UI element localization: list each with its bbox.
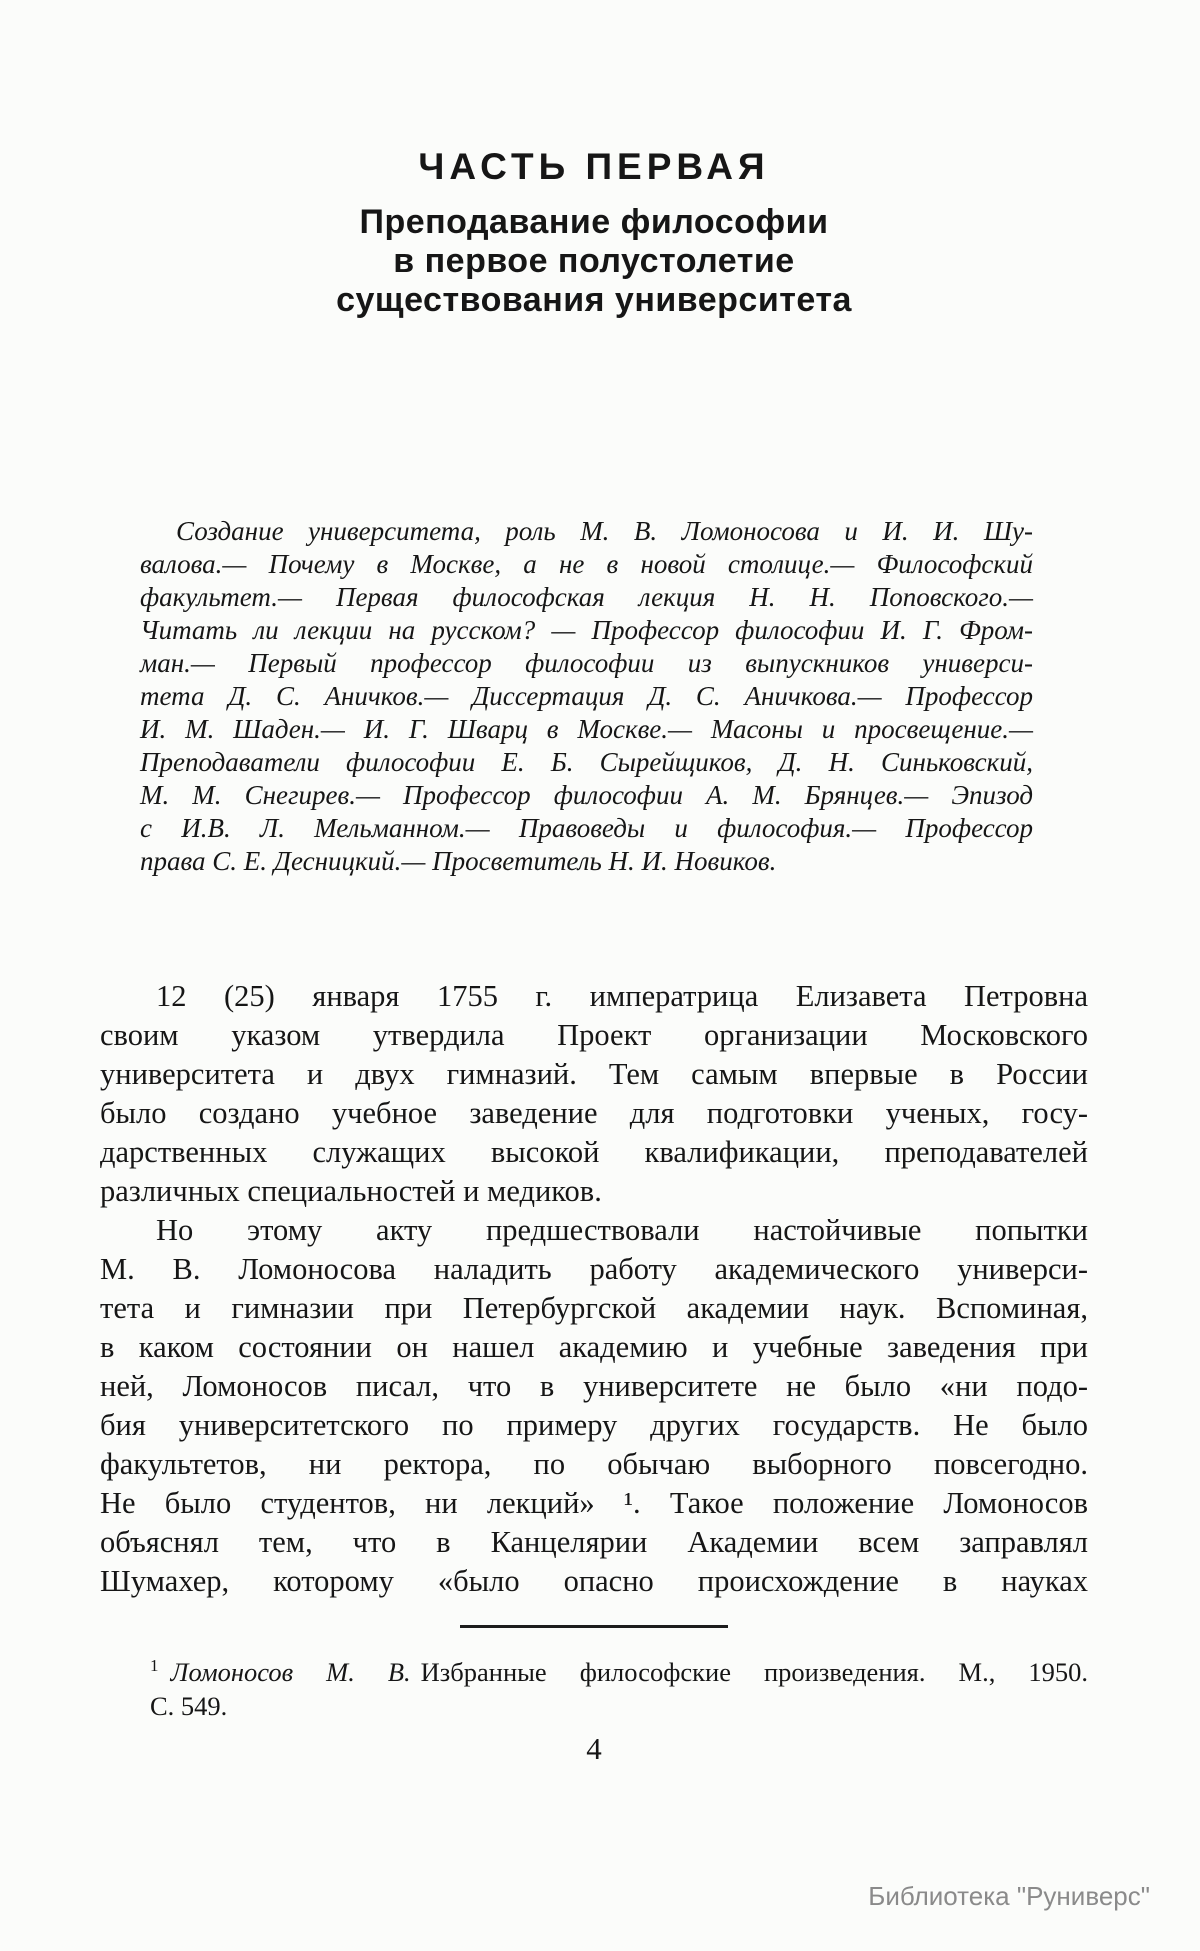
- text-line: Не было студентов, ни лекций» ¹. Такое положение Ломоносов: [100, 1486, 1088, 1520]
- text-line: Шумахер, которому «было опасно происхождение в науках: [100, 1564, 1088, 1598]
- summary-line: Создание университета, роль М. В. Ломоносова и И. И. Шу-: [176, 516, 1033, 546]
- footnote: [100, 1649, 1088, 1723]
- text-line: различных специальностей и медиков.: [100, 1174, 602, 1208]
- summary-line: факультет.— Первая философская лекция Н. Н. Поповского.—: [140, 582, 1033, 612]
- chapter-title-line: в первое полустолетие: [393, 242, 795, 280]
- footnote-text: Избранные философские произведения. М., 1950.: [420, 1656, 1088, 1687]
- library-watermark: Библиотека "Руниверс": [868, 1881, 1150, 1911]
- text-line: университета и двух гимназий. Тем самым впервые в России: [100, 1057, 1088, 1091]
- text-line: факультетов, ни ректора, по обычаю выборного повсегодно.: [100, 1447, 1088, 1481]
- text-line: дарственных служащих высокой квалификации, преподавателей: [100, 1135, 1088, 1169]
- footnote-marker: 1: [150, 1656, 159, 1675]
- text-line: было создано учебное заведение для подготовки ученых, госу-: [100, 1096, 1088, 1130]
- text-line: ней, Ломоносов писал, что в университете не было «ни подо-: [100, 1369, 1088, 1403]
- summary-line: тета Д. С. Аничков.— Диссертация Д. С. Аничкова.— Профессор: [140, 681, 1033, 711]
- summary-line: ман.— Первый профессор философии из выпускников универси-: [140, 648, 1033, 678]
- chapter-title-line: существования университета: [336, 281, 852, 319]
- page-number: 4: [586, 1730, 602, 1766]
- summary-line: валова.— Почему в Москве, а не в новой столице.— Философский: [140, 549, 1033, 579]
- chapter-summary: [140, 515, 1033, 878]
- text-line: 12 (25) января 1755 г. императрица Елизавета Петровна: [156, 979, 1088, 1013]
- summary-line: с И.В. Л. Мельманном.— Правоведы и философия.— Профессор: [140, 813, 1033, 843]
- summary-line: Преподаватели философии Е. Б. Сырейщиков, Д. Н. Синьковский,: [140, 747, 1033, 777]
- text-line: М. В. Ломоносова наладить работу академического универси-: [100, 1252, 1088, 1286]
- chapter-title: [100, 203, 1088, 320]
- text-line: тета и гимназии при Петербургской академии наук. Вспоминая,: [100, 1291, 1088, 1325]
- text-line: объяснял тем, что в Канцелярии Академии всем заправлял: [100, 1525, 1088, 1559]
- footnote-line: [150, 1649, 1088, 1689]
- footnote-line: С. 549.: [150, 1690, 228, 1721]
- summary-line: И. М. Шаден.— И. Г. Шварц в Москве.— Масоны и просвещение.—: [140, 714, 1033, 744]
- footnote-divider: [460, 1625, 728, 1628]
- text-line: Но этому акту предшествовали настойчивые попытки: [156, 1213, 1088, 1247]
- paragraph: [100, 977, 1088, 1211]
- paragraph: [100, 1211, 1088, 1601]
- footnote-author: Ломоносов М. В.: [170, 1656, 411, 1687]
- text-column: [100, 145, 1088, 1767]
- part-heading: ЧАСТЬ ПЕРВАЯ: [418, 146, 770, 187]
- chapter-title-line: Преподавание философии: [359, 203, 829, 241]
- body-text: [100, 977, 1088, 1601]
- summary-line: М. М. Снегирев.— Профессор философии А. М. Брянцев.— Эпизод: [140, 780, 1033, 810]
- summary-line: права С. Е. Десницкий.— Просветитель Н. И. Новиков.: [140, 846, 777, 876]
- summary-line: Читать ли лекции на русском? — Профессор философии И. Г. Фром-: [140, 615, 1033, 645]
- text-line: бия университетского по примеру других государств. Не было: [100, 1408, 1088, 1442]
- text-line: своим указом утвердила Проект организации Московского: [100, 1018, 1088, 1052]
- text-line: в каком состоянии он нашел академию и учебные заведения при: [100, 1330, 1088, 1364]
